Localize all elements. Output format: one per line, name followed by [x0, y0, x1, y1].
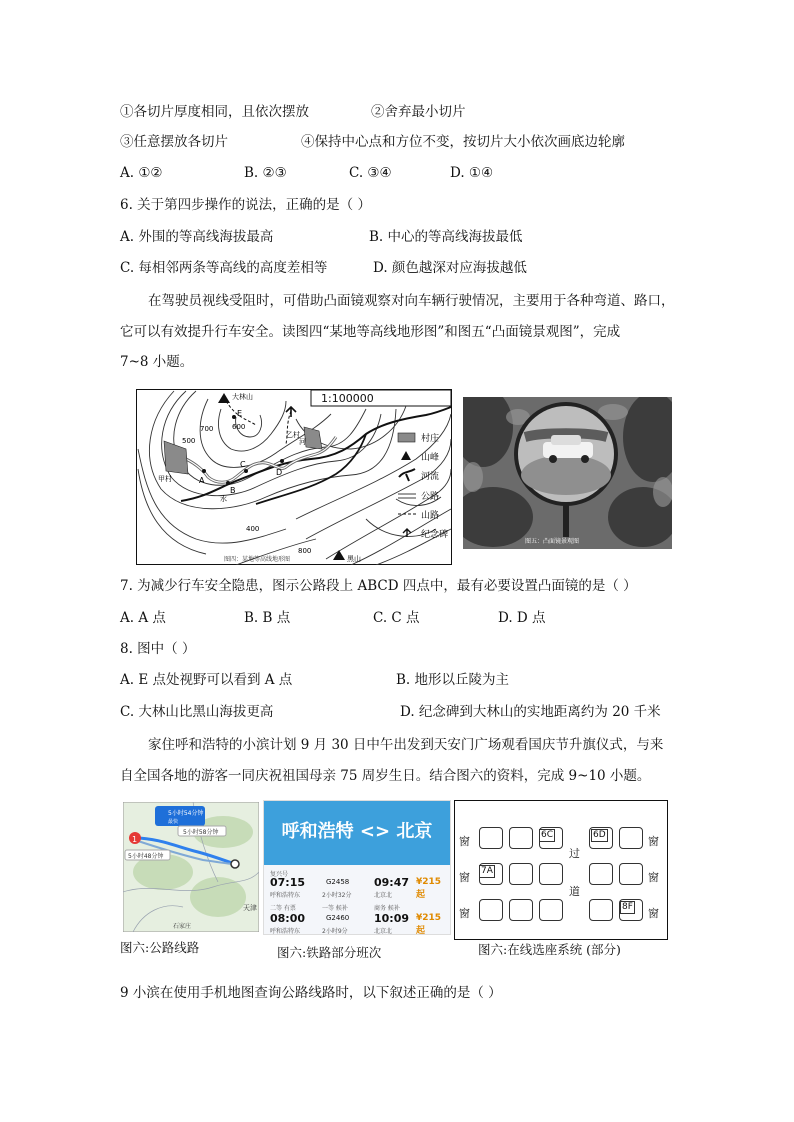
convex-mirror-photo: [463, 397, 672, 549]
q7-choice-b: B. B 点: [244, 610, 291, 626]
window-label: 窗: [648, 871, 659, 884]
q8-choice-b: B. 地形以丘陵为主: [396, 672, 510, 688]
option-3: ③任意摆放各切片: [120, 134, 228, 150]
window-label: 窗: [459, 871, 470, 884]
q6-choice-d: D. 颜色越深对应海拔越低: [373, 260, 527, 276]
q5-choice-c: C. ③④: [349, 165, 392, 181]
svg-text:河流: 河流: [421, 472, 440, 482]
question-6: 6. 关于第四步操作的说法，正确的是（ ）: [120, 197, 371, 213]
point-d: D: [276, 468, 283, 477]
paragraph-1: 在驾驶员视线受阻时，可借助凸面镜观察对向车辆行驶情况，主要用于各种弯道、路口，: [148, 293, 675, 309]
seat[interactable]: [479, 899, 503, 921]
seat[interactable]: [509, 827, 533, 849]
contour-label: 800: [298, 547, 312, 555]
seat[interactable]: [479, 827, 503, 849]
city-label-tianjin: 天津: [243, 904, 257, 912]
paragraph-2: 自全国各地的游客一同庆祝祖国母亲 75 周岁生日。结合图六的资料，完成 9~10 小题。: [120, 768, 651, 784]
window-label: 窗: [459, 907, 470, 920]
paragraph-2: 家住呼和浩特的小滨计划 9 月 30 日中午出发到天安门广场观看国庆节升旗仪式，与来: [148, 737, 664, 753]
seat-8f[interactable]: 8F: [622, 902, 633, 912]
svg-text:纪念碑: 纪念碑: [421, 530, 449, 540]
contour-label: 400: [246, 525, 260, 533]
option-2: ②舍弃最小切片: [371, 104, 466, 120]
q7-choice-a: A. A 点: [120, 610, 166, 626]
q6-choice-c: C. 每相邻两条等高线的高度差相等: [120, 260, 328, 276]
start-marker-label: 1: [132, 835, 138, 844]
peak-label-heishan: 黑山: [347, 555, 361, 563]
q7-choice-c: C. C 点: [373, 610, 420, 626]
svg-text:村庄: 村庄: [421, 434, 440, 444]
q8-choice-c: C. 大林山比黑山海拔更高: [120, 704, 274, 720]
q8-choice-a: A. E 点处视野可以看到 A 点: [120, 672, 293, 688]
rail-schedule: [263, 800, 451, 935]
option-4: ④保持中心点和方位不变，按切片大小依次画底边轮廓: [301, 134, 625, 150]
caption-seats: 图六:在线选座系统 (部分): [478, 942, 621, 957]
paragraph-1: 7~8 小题。: [120, 354, 194, 370]
train-row[interactable]: 08:00 G2460 10:09 ¥215起 呼和浩特东 2小时9分 北京北: [270, 912, 442, 935]
window-label: 窗: [648, 907, 659, 920]
paragraph-1: 它可以有效提升行车安全。读图四“某地等高线地形图”和图五“凸面镜景观图”，完成: [120, 324, 621, 340]
caption-rail: 图六:铁路部分班次: [277, 945, 382, 960]
village-label-yi: 乙村: [286, 431, 300, 439]
caption-route: 图六:公路线路: [120, 940, 200, 955]
seat[interactable]: [539, 863, 563, 885]
peak-label-dalinshan: 大林山: [232, 393, 253, 401]
svg-text:山路: 山路: [421, 511, 440, 521]
city-label-shijiazhuang: 石家庄: [173, 923, 192, 930]
contour-label: 500: [182, 437, 196, 445]
svg-text:5小时48分钟: 5小时48分钟: [128, 853, 164, 860]
mirror-caption: 图五：凸面镜景观图: [525, 538, 580, 545]
seat-7a[interactable]: 7A: [481, 866, 493, 876]
seat-selection: [454, 800, 668, 940]
train-row[interactable]: 复兴号 07:15 G2458 09:47 ¥215起 呼和浩特东 2小时32分 北京北: [270, 871, 442, 900]
contour-map: [136, 389, 452, 565]
svg-text:公路: 公路: [421, 492, 440, 502]
question-9: 9 小滨在使用手机地图查询公路线路时，以下叙述正确的是（ ）: [120, 985, 502, 1001]
window-label: 窗: [648, 835, 659, 848]
aisle-label: 过: [569, 847, 580, 860]
svg-text:5小时54分钟: 5小时54分钟: [168, 810, 204, 817]
q5-choice-d: D. ①④: [450, 165, 494, 181]
q6-choice-b: B. 中心的等高线海拔最低: [369, 229, 523, 245]
end-marker-icon: [231, 860, 239, 868]
point-c: C: [240, 460, 246, 469]
q8-choice-d: D. 纪念碑到大林山的实地距离约为 20 千米: [400, 704, 661, 720]
q6-choice-a: A. 外围的等高线海拔最高: [120, 229, 274, 245]
seat[interactable]: [619, 863, 643, 885]
point-e: E: [237, 409, 243, 418]
map-scale: 1:100000: [321, 392, 374, 405]
q5-choice-b: B. ②③: [244, 165, 287, 181]
option-1: ①各切片厚度相同，且依次摆放: [120, 104, 309, 120]
map-caption: 图四：某地等高线地形图: [224, 556, 291, 563]
river-label-2: 水: [220, 495, 227, 503]
seat-6c[interactable]: 6C: [541, 830, 554, 840]
seat[interactable]: [509, 863, 533, 885]
seat[interactable]: [539, 899, 563, 921]
seat[interactable]: [619, 827, 643, 849]
q7-choice-d: D. D 点: [498, 610, 546, 626]
route-map: [123, 802, 259, 932]
window-label: 窗: [459, 835, 470, 848]
question-7: 7. 为减少行车安全隐患，图示公路段上 ABCD 四点中，最有必要设置凸面镜的是（ ）: [120, 578, 637, 594]
rail-title: 呼和浩特 <> 北京: [264, 801, 450, 865]
village-label-jia: 甲村: [158, 475, 172, 483]
point-a: A: [199, 476, 205, 485]
contour-label: 700: [200, 425, 214, 433]
seat[interactable]: [509, 899, 533, 921]
svg-text:5小时58分钟: 5小时58分钟: [183, 829, 219, 836]
ticket-classes: 二等 有票 一等 候补 商务 候补: [270, 905, 400, 912]
question-8: 8. 图中（ ）: [120, 641, 196, 657]
svg-text:最快: 最快: [168, 819, 179, 825]
q5-choice-a: A. ①②: [120, 165, 163, 181]
contour-label: 600: [232, 423, 246, 431]
river-label: 河: [299, 438, 306, 446]
point-b: B: [230, 486, 236, 495]
svg-text:山峰: 山峰: [421, 453, 440, 463]
seat[interactable]: [589, 863, 613, 885]
seat-6d[interactable]: 6D: [593, 830, 606, 840]
aisle-label: 道: [569, 885, 580, 898]
seat[interactable]: [589, 899, 613, 921]
